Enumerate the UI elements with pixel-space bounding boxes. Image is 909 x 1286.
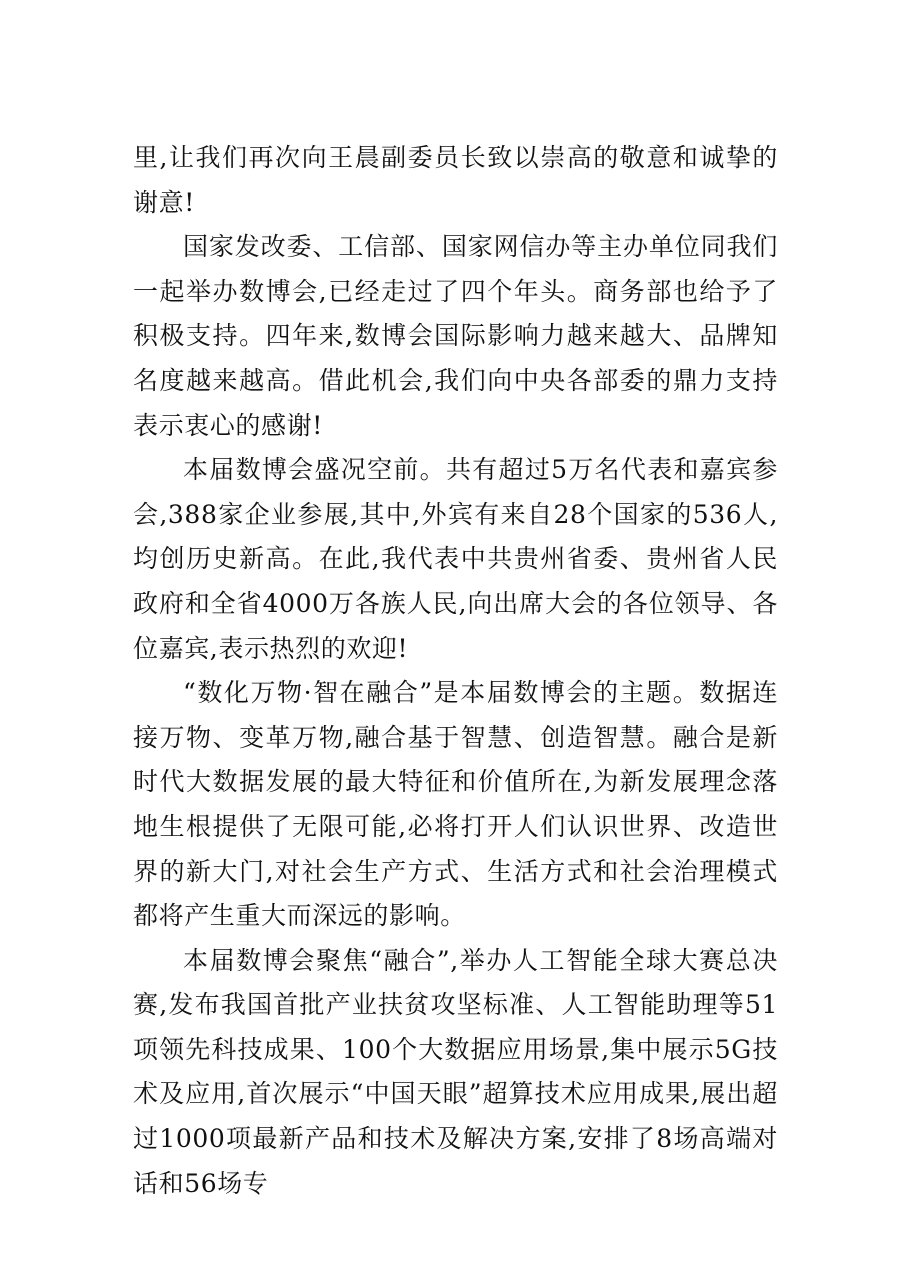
paragraph-highlights: 本届数博会聚焦“融合”,举办人工智能全球大赛总决赛,发布我国首批产业扶贫攻坚标准、人工智能助理等51项领先科技成果、100个大数据应用场景,集中展示5G技术及应用,首次展示“中国天眼”超算技术应用成果,展出超过1000项最新产品和技术及解决方案,安排了8场高端对话和56场专 bbox=[133, 945, 778, 1198]
paragraph-attendance: 本届数博会盛况空前。共有超过5万名代表和嘉宾参会,388家企业参展,其中,外宾有来自28个国家的536人,均创历史新高。在此,我代表中共贵州省委、贵州省人民政府和全省4000万各族人民,向出席大会的各位领导、各位嘉宾,表示热烈的欢迎! bbox=[133, 455, 778, 663]
paragraph-continuation: 里,让我们再次向王晨副委员长致以崇高的敬意和诚挚的谢意! bbox=[133, 143, 778, 217]
document-body bbox=[133, 136, 778, 1206]
paragraph-theme: “数化万物·智在融合”是本届数博会的主题。数据连接万物、变革万物,融合基于智慧、创造智慧。融合是新时代大数据发展的最大特征和价值所在,为新发展理念落地生根提供了无限可能,必将打开人们认识世界、改造世界的新大门,对社会生产方式、生活方式和社会治理模式都将产生重大而深远的影响。 bbox=[133, 678, 778, 931]
paragraph-ministries-thanks: 国家发改委、工信部、国家网信办等主办单位同我们一起举办数博会,已经走过了四个年头。商务部也给予了积极支持。四年来,数博会国际影响力越来越大、品牌知名度越来越高。借此机会,我们向中央各部委的鼎力支持表示衷心的感谢! bbox=[133, 232, 778, 440]
